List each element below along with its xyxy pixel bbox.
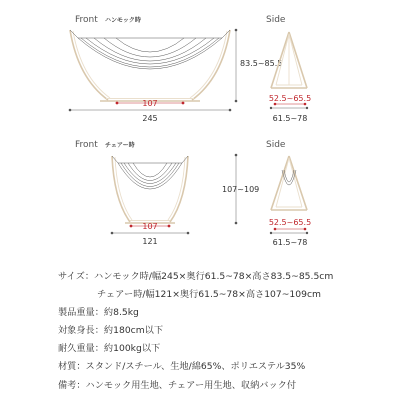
spec-weight: 製品重量：約8.5kg [58, 307, 139, 319]
spec-target-height: 対象身長：約180cm以下 [58, 325, 164, 337]
chair-front-label: Front [75, 140, 98, 150]
chair-stand-drawing [112, 156, 188, 223]
hammock-height-dimension [235, 29, 283, 103]
hammock-height: 83.5~85.5 [240, 59, 283, 68]
hammock-side-inner: 52.5~65.5 [268, 94, 312, 103]
hammock-side-label: Side [266, 15, 286, 25]
hammock-outer-width-dimension [69, 109, 232, 123]
hammock-front-view [69, 15, 283, 123]
hammock-front-label: Front [75, 15, 98, 25]
spec-notes: 備考：ハンモック用生地、チェアー用生地、収納バック付 [58, 379, 297, 391]
chair-height-dimension [222, 154, 259, 225]
chair-side-drawing [271, 156, 307, 210]
hammock-side-outer-dimension [270, 107, 308, 123]
chair-side-label: Side [266, 140, 286, 150]
chair-front-view [75, 140, 259, 246]
chair-front-sublabel: チェアー時 [105, 142, 135, 149]
hammock-front-sublabel: ハンモック時 [105, 17, 141, 24]
spec-material: 材質：スタンド/スチール、生地/綿65%、ポリエステル35% [58, 361, 306, 373]
spec-size-hammock: サイズ：ハンモック時/幅245×奥行61.5~78×高さ83.5~85.5cm [58, 271, 334, 282]
chair-outer-width-dimension [111, 232, 190, 246]
chair-height: 107~109 [222, 185, 260, 194]
chair-inner-width: 107 [142, 222, 158, 231]
chair-side-view [266, 140, 311, 247]
chair-side-outer: 61.5~78 [272, 238, 308, 247]
chair-side-inner: 52.5~65.5 [268, 218, 312, 227]
spec-load-capacity: 耐久重量：約100kg以下 [58, 343, 161, 355]
hammock-inner-width: 107 [142, 99, 158, 108]
hammock-side-outer: 61.5~78 [272, 114, 308, 123]
spec-size-chair: チェアー時/幅121×奥行61.5~78×高さ107~109cm [97, 289, 321, 301]
chair-outer-width: 121 [142, 237, 158, 246]
hammock-side-view [266, 15, 311, 123]
chair-side-inner-dimension [274, 228, 307, 231]
chair-side-outer-dimension [270, 232, 308, 247]
spec-list [58, 268, 388, 395]
hammock-side-inner-dimension [274, 103, 307, 106]
hammock-outer-width: 245 [142, 114, 158, 123]
hammock-stand-drawing [70, 30, 230, 101]
